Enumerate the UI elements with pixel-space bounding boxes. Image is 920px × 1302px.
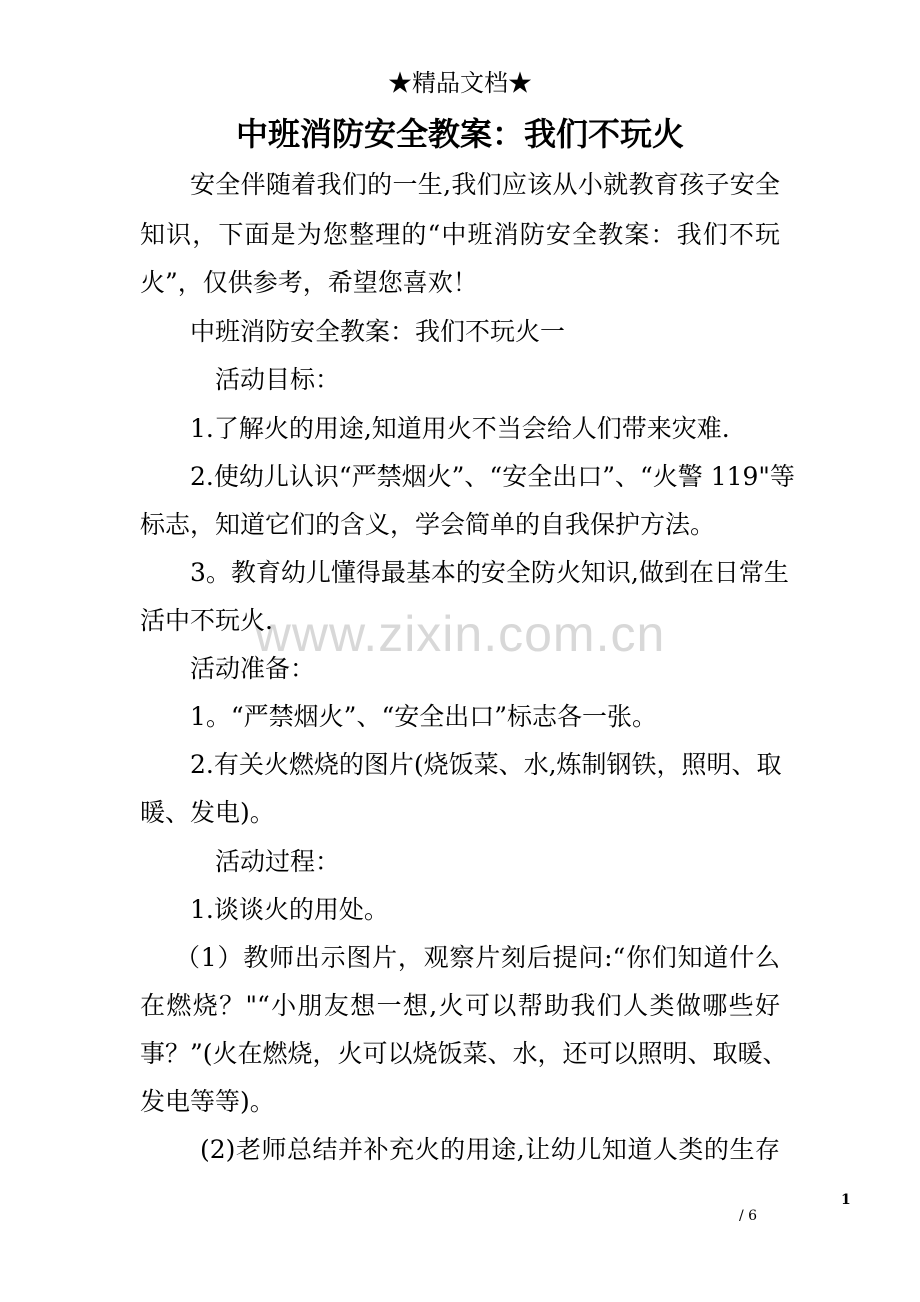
paragraph-line: （1）教师出示图片，观察片刻后提问:“你们知道什么	[175, 943, 780, 972]
paragraph-line: 火”，仅供参考，希望您喜欢！	[140, 268, 478, 297]
subheading: 活动目标：	[215, 365, 341, 394]
list-item: 1.了解火的用途,知道用火不当会给人们带来灾难.	[190, 414, 730, 443]
list-item: 2.有关火燃烧的图片(烧饭菜、水,炼制钢铁，照明、取	[190, 750, 782, 779]
document-title: 中班消防安全教案：我们不玩火	[235, 115, 684, 153]
paragraph-line: 在燃烧？"“小朋友想一想,火可以帮助我们人类做哪些好	[140, 991, 780, 1020]
paragraph-line: 事？”(火在燃烧，火可以烧饭菜、水，还可以照明、取暖、	[140, 1039, 788, 1068]
list-item-continuation: 活中不玩火.	[140, 606, 273, 635]
paragraph-line: (2)老师总结并补充火的用途,让幼儿知道人类的生存	[200, 1135, 780, 1164]
page-total: / 6	[739, 1208, 758, 1224]
list-item: 3。教育幼儿懂得最基本的安全防火知识,做到在日常生	[190, 558, 789, 587]
list-item-continuation: 标志，知道它们的含义，学会简单的自我保护方法。	[140, 510, 716, 539]
paragraph-line: 发电等等)。	[140, 1087, 275, 1116]
document-header: ★精品文档★	[388, 69, 532, 97]
list-item-continuation: 暖、发电)。	[140, 798, 275, 827]
list-item: 1.谈谈火的用处。	[190, 895, 389, 924]
section-heading: 中班消防安全教案：我们不玩火一	[190, 317, 566, 346]
subheading: 活动过程：	[215, 847, 341, 876]
list-item: 2.使幼儿认识“严禁烟火”、“安全出口”、“火警 119"等	[190, 462, 795, 491]
watermark: www.zixin.com.cn	[254, 606, 666, 662]
page-number: 1	[841, 1192, 851, 1208]
list-item: 1。“严禁烟火”、“安全出口”标志各一张。	[190, 702, 658, 731]
subheading: 活动准备：	[190, 654, 316, 683]
paragraph-line: 知识，下面是为您整理的“中班消防安全教案：我们不玩	[140, 220, 780, 249]
paragraph-line: 安全伴随着我们的一生,我们应该从小就教育孩子安全	[190, 170, 780, 199]
